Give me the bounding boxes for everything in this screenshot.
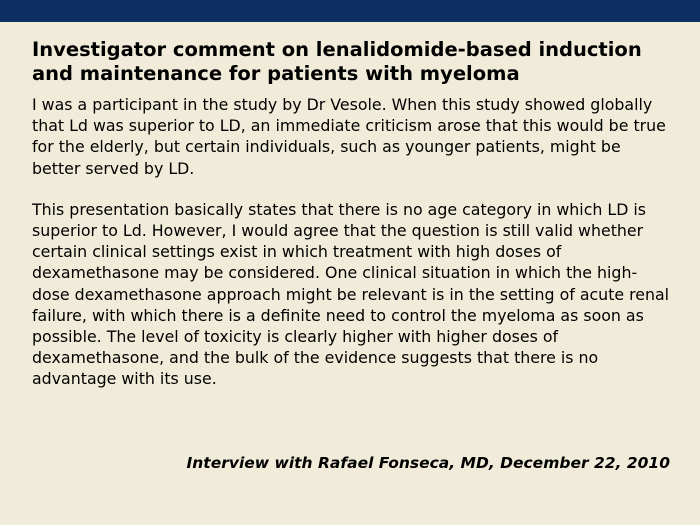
header-bar: [0, 0, 700, 22]
attribution: Interview with Rafael Fonseca, MD, December 22, 2010: [186, 454, 670, 472]
slide-content: [32, 38, 672, 390]
paragraph-1: I was a participant in the study by Dr Vesole. When this study showed globally that Ld was superior to LD, an immediate criticism arose that this would be true for the elderly, but certain individuals, such as younger patients, might be better served by LD.: [32, 95, 666, 178]
slide-title: Investigator comment on lenalidomide-based induction and maintenance for patients with myeloma: [32, 38, 642, 85]
paragraph-2: This presentation basically states that there is no age category in which LD is superior to Ld. However, I would agree that the question is still valid whether certain clinical settings exist in which treatment with high doses of dexamethasone may be considered. One clinical situation in which the high-dose dexamethasone approach might be relevant is in the setting of acute renal failure, with which there is a definite need to control the myeloma as soon as possible. The level of toxicity is clearly higher with higher doses of dexamethasone, and the bulk of the evidence suggests that there is no advantage with its use.: [32, 199, 670, 389]
